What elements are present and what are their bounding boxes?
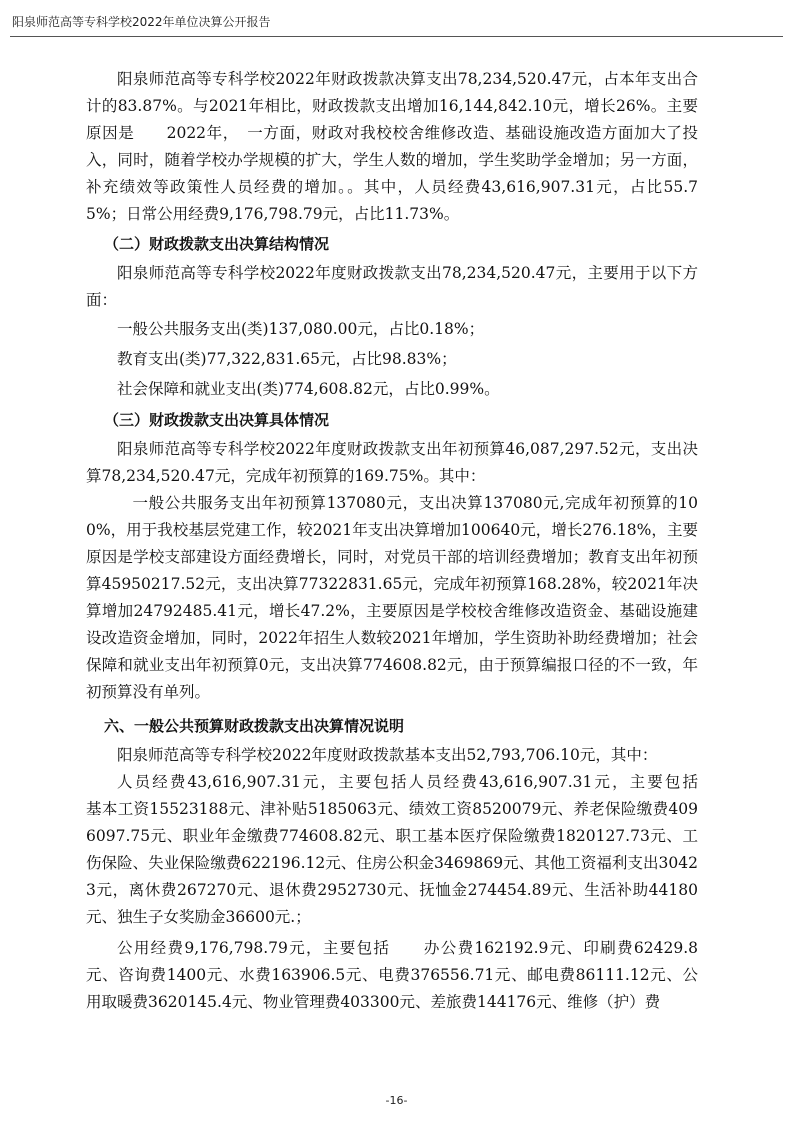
basic-expenditure-intro: 阳泉师范高等专科学校2022年度财政拨款基本支出52,793,706.10元，其中： <box>117 746 658 764</box>
report-body <box>86 66 730 1016</box>
budget-summary-paragraph: 阳泉师范高等专科学校2022年财政拨款决算支出78,234,520.47元，占本年支出合计的83.87%。与2021年相比，财政拨款支出增加16,144,842.10元，增长26%。主要原因是 2022年， 一方面，财政对我校校舍维修改造、基础设施改造方面加大了投入，同时，随着学校办学规模的扩大，学生人数的增加，学生奖助学金增加；另一方面，补充绩效等政策性人员经费的增加。。其中，人员经费43,616,907.31元，占比55.75%；日常公用经费9,176,798.79元，占比11.73%。 <box>86 70 698 223</box>
detail-intro-paragraph: 阳泉师范高等专科学校2022年度财政拨款支出年初预算46,087,297.52元，支出决算78,234,520.47元，完成年初预算的169.75%。其中： <box>86 440 698 485</box>
structure-item-general-public: 一般公共服务支出(类)137,080.00元，占比0.18%； <box>117 320 485 338</box>
section-heading-detail: （三）财政拨款支出决算具体情况 <box>104 411 330 429</box>
page-number: -16- <box>385 1094 408 1107</box>
header-divider <box>10 36 783 37</box>
public-expenses-paragraph: 公用经费9,176,798.79元，主要包括 办公费162192.9元、印刷费62429.8元、咨询费1400元、水费163906.5元、电费376556.71元、邮电费86111.12元、公用取暖费3620145.4元、物业管理费403300元、差旅费144176元、维修（护）费 <box>86 939 698 1011</box>
section-heading-structure: （二）财政拨款支出决算结构情况 <box>104 235 330 253</box>
section-heading-six: 六、一般公共预算财政拨款支出决算情况说明 <box>104 717 405 735</box>
structure-item-education: 教育支出(类)77,322,831.65元，占比98.83%； <box>117 350 457 368</box>
structure-intro-paragraph: 阳泉师范高等专科学校2022年度财政拨款支出78,234,520.47元，主要用于以下方面： <box>86 264 698 309</box>
personnel-expenses-paragraph: 人员经费43,616,907.31元，主要包括人员经费43,616,907.31元，主要包括 基本工资15523188元、津补贴5185063元、绩效工资8520079元、养老保险缴费4096097.75元、职业年金缴费774608.82元、职工基本医疗保险缴费1820127.73元、工伤保险、失业保险缴费622196.12元、住房公积金3469869元、其他工资福利支出30423元，离休费267270元、退休费2952730元、抚恤金274454.89元、生活补助44180元、独生子女奖励金36600元.； <box>86 773 730 926</box>
detail-paragraph: 一般公共服务支出年初预算137080元，支出决算137080元,完成年初预算的100%，用于我校基层党建工作，较2021年支出决算增加100640元，增长276.18%，主要原因是学校支部建设方面经费增长，同时，对党员干部的培训经费增加；教育支出年初预算45950217.52元，支出决算77322831.65元，完成年初预算168.28%，较2021年决算增加24792485.41元，增长47.2%，主要原因是学校校舍维修改造资金、基础设施建设改造资金增加，同时，2022年招生人数较2021年增加，学生资助补助经费增加；社会保障和就业支出年初预算0元，支出决算774608.82元，由于预算编报口径的不一致，年初预算没有单列。 <box>86 494 698 701</box>
structure-item-social-security: 社会保障和就业支出(类)774,608.82元，占比0.99%。 <box>117 380 500 398</box>
report-header-title: 阳泉师范高等专科学校2022年单位决算公开报告 <box>12 15 271 29</box>
